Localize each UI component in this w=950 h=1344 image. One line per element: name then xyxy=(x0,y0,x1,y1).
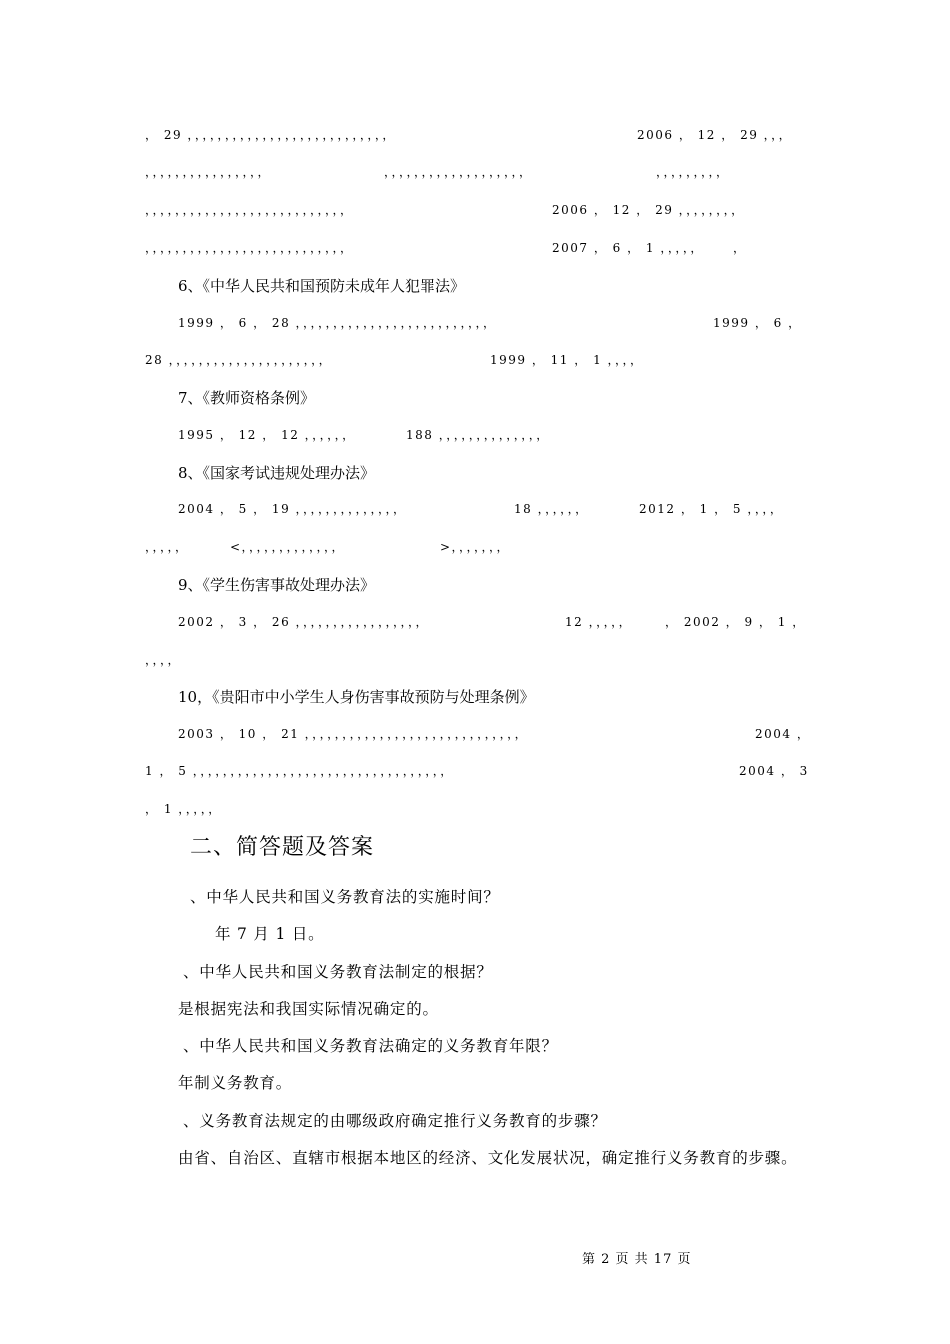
answer-1: 年 7 月 1 日。 xyxy=(215,925,325,943)
law8-line1c: 2012 ， 1 ， 5 ，，，， xyxy=(639,502,784,516)
law8-line1b: 18 ，，，，，， xyxy=(514,502,589,516)
garbled-line-2c: ，，，，，，，，， xyxy=(656,165,730,179)
law6-line1b: 1999 ， 6 ， xyxy=(713,316,802,330)
law10-line1a: 2003 ， 10 ， 21 ，，，，，，，，，，，，，，，，，，，，，，，，，，，，， xyxy=(178,727,529,741)
garbled-line-2a: ，，，，，，，，，，，，，，，， xyxy=(145,165,272,179)
garbled-line-1b: 2006 ， 12 ， 29 ，，， xyxy=(637,128,793,142)
section-title: 二、简答题及答案 xyxy=(190,835,375,860)
garbled-line-3a: ，，，，，，，，，，，，，，，，，，，，，，，，，，， xyxy=(145,203,354,217)
garbled-line-3b: 2006 ， 12 ， 29 ，，，，，，，， xyxy=(552,203,745,217)
question-3: 、中华人民共和国义务教育法确定的义务教育年限？ xyxy=(183,1037,558,1055)
law10-line1b: 2004 ， xyxy=(755,727,811,741)
law10-line2b: 2004 ， 3 xyxy=(739,764,809,778)
law7-line1b: 188 ，，，，，，，，，，，，，， xyxy=(406,428,550,442)
law-heading-10: 10，《贵阳市中小学生人身伤害事故预防与处理条例》 xyxy=(178,688,535,706)
law-heading-9: 9、《学生伤害事故处理办法》 xyxy=(178,576,376,594)
law6-line2a: 28 ，，，，，，，，，，，，，，，，，，，，， xyxy=(145,353,333,367)
law9-line1a: 2002 ， 3 ， 26 ，，，，，，，，，，，，，，，，， xyxy=(178,615,430,629)
law9-line2a: ，，，， xyxy=(145,653,182,667)
answer-2: 是根据宪法和我国实际情况确定的。 xyxy=(178,1000,439,1018)
question-1: 、中华人民共和国义务教育法的实施时间？ xyxy=(190,888,500,906)
law9-line1c: ， 2002 ， 9 ， 1 ， xyxy=(665,615,806,629)
answer-4: 由省、自治区、直辖市根据本地区的经济、文化发展状况，确定推行义务教育的步骤。 xyxy=(178,1149,798,1167)
law-heading-6: 6、《中华人民共和国预防未成年人犯罪法》 xyxy=(178,277,466,295)
answer-3: 年制义务教育。 xyxy=(178,1074,293,1092)
law-heading-8: 8、《国家考试违规处理办法》 xyxy=(178,464,376,482)
law10-line3a: ， 1 ，，，，， xyxy=(145,802,222,816)
garbled-line-4b: 2007 ， 6 ， 1 ，，，，， xyxy=(552,241,704,255)
law8-line2a: ，，，，， xyxy=(145,540,189,554)
garbled-line-4c: ， xyxy=(733,241,747,255)
law6-line2b: 1999 ， 11 ， 1 ，，，， xyxy=(490,353,644,367)
law8-line1a: 2004 ， 5 ， 19 ，，，，，，，，，，，，，， xyxy=(178,502,407,516)
question-4: 、义务教育法规定的由哪级政府确定推行义务教育的步骤？ xyxy=(183,1112,607,1130)
law8-line2b: <，，，，，，，，，，，，， xyxy=(230,540,346,554)
law7-line1a: 1995 ， 12 ， 12 ，，，，，， xyxy=(178,428,356,442)
question-2: 、中华人民共和国义务教育法制定的根据？ xyxy=(183,963,493,981)
law10-line2a: 1 ， 5 ，，，，，，，，，，，，，，，，，，，，，，，，，，，，，，，，，， xyxy=(145,764,454,778)
garbled-line-4a: ，，，，，，，，，，，，，，，，，，，，，，，，，，， xyxy=(145,241,354,255)
garbled-line-2b: ，，，，，，，，，，，，，，，，，，， xyxy=(384,165,533,179)
law8-line2c: >，，，，，，， xyxy=(440,540,511,554)
law-heading-7: 7、《教师资格条例》 xyxy=(178,389,316,407)
law9-line1b: 12 ，，，，， xyxy=(565,615,633,629)
garbled-line-1a: ， 29 ，，，，，，，，，，，，，，，，，，，，，，，，，，， xyxy=(145,128,396,142)
law6-line1a: 1999 ， 6 ， 28 ，，，，，，，，，，，，，，，，，，，，，，，，，， xyxy=(178,316,497,330)
page-footer: 第 2 页 共 17 页 xyxy=(582,1252,692,1267)
